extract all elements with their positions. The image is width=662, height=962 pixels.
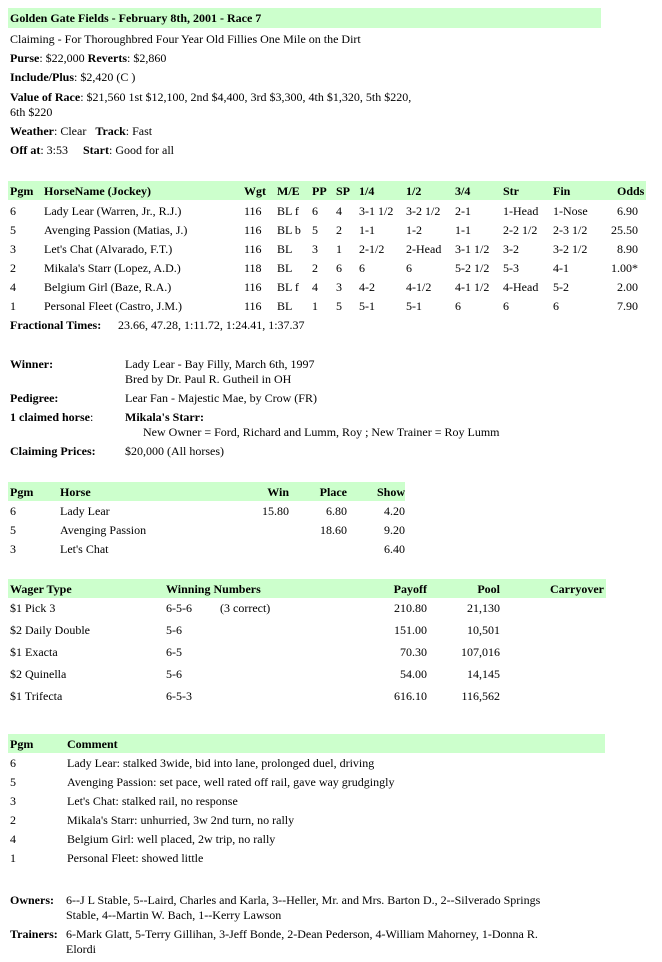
claiming-prices-label: Claiming Prices: xyxy=(10,444,96,458)
wagers-header-bar xyxy=(8,579,606,598)
col-wgt: Wgt xyxy=(244,184,266,198)
cell-pgm: 1 xyxy=(10,299,16,313)
cell-q2: 3-2 1/2 xyxy=(406,204,441,218)
cell-comment: Avenging Passion: set pace, well rated off rail, gave way grudgingly xyxy=(67,775,395,789)
cell-wgt: 116 xyxy=(244,223,262,237)
wager-col-pool: Pool xyxy=(477,582,500,596)
weather-value: : Clear xyxy=(54,124,87,138)
cell-numbers: 6-5-3 xyxy=(166,689,192,703)
trainers-line-2: Elordi xyxy=(66,942,96,956)
cell-q2: 2-Head xyxy=(406,242,442,256)
claimed-colon: : xyxy=(90,410,94,424)
cell-pgm: 3 xyxy=(10,542,16,556)
value-label: Value of Race xyxy=(10,90,81,104)
wager-col-payoff: Payoff xyxy=(393,582,427,596)
cell-horse: Personal Fleet (Castro, J.M.) xyxy=(44,299,182,313)
cell-odds: 7.90 xyxy=(617,299,638,313)
cell-fin: 1-Nose xyxy=(553,204,588,218)
off-label: Off at xyxy=(10,143,41,157)
cell-pgm: 1 xyxy=(10,851,16,865)
cell-pgm: 5 xyxy=(10,523,16,537)
cell-wgt: 116 xyxy=(244,299,262,313)
wager-col-numbers: Winning Numbers xyxy=(166,582,261,596)
cell-horse: Avenging Passion xyxy=(60,523,147,537)
include-value: : $2,420 (C ) xyxy=(74,70,136,84)
cell-q3: 3-1 1/2 xyxy=(455,242,490,256)
owners-line-1: 6--J L Stable, 5--Laird, Charles and Karla, 3--Heller, Mr. and Mrs. Barton D., 2--Silverado Springs xyxy=(66,893,541,907)
cell-pp: 5 xyxy=(312,223,318,237)
col-fin: Fin xyxy=(553,184,571,198)
cell-q3: 6 xyxy=(455,299,461,313)
value-value-1: : $21,560 1st $12,100, 2nd $4,400, 3rd $3,300, 4th $1,320, 5th $220, xyxy=(80,90,412,104)
cell-comment: Let's Chat: stalked rail, no response xyxy=(67,794,238,808)
cell-pool: 14,145 xyxy=(467,667,500,681)
pedigree-value: Lear Fan - Majestic Mae, by Crow (FR) xyxy=(125,391,317,405)
cell-sp: 2 xyxy=(336,223,342,237)
cell-me: BL xyxy=(277,299,293,313)
cell-odds: 25.50 xyxy=(611,223,638,237)
trainers-label: Trainers: xyxy=(10,927,58,941)
cell-pgm: 6 xyxy=(10,504,16,518)
winner-label: Winner: xyxy=(10,357,54,371)
claimed-detail: New Owner = Ford, Richard and Lumm, Roy ; New Trainer = Roy Lumm xyxy=(143,425,500,439)
fractional-line xyxy=(10,318,101,333)
track-label: Track xyxy=(95,124,126,138)
payout-col-show: Show xyxy=(376,485,405,499)
cell-fin: 4-1 xyxy=(553,261,569,275)
cell-pool: 10,501 xyxy=(467,623,500,637)
cell-pgm: 6 xyxy=(10,756,16,770)
cell-str: 2-2 1/2 xyxy=(503,223,538,237)
purse-label: Purse xyxy=(10,51,40,65)
cell-q1: 3-1 1/2 xyxy=(359,204,394,218)
cell-pool: 21,130 xyxy=(467,601,500,615)
cell-horse: Let's Chat xyxy=(60,542,109,556)
col-str: Str xyxy=(503,184,519,198)
cell-me: BL f xyxy=(277,280,299,294)
cell-numbers: 5-6 xyxy=(166,623,182,637)
cell-sp: 1 xyxy=(336,242,342,256)
col-horse: HorseName (Jockey) xyxy=(44,184,151,198)
cell-pp: 4 xyxy=(312,280,318,294)
cell-payoff: 210.80 xyxy=(394,601,427,615)
cell-q1: 5-1 xyxy=(359,299,375,313)
cell-odds: 2.00 xyxy=(617,280,638,294)
payout-col-pgm: Pgm xyxy=(10,485,34,499)
trainers-line-1: 6-Mark Glatt, 5-Terry Gillihan, 3-Jeff Bonde, 2-Dean Pederson, 4-William Mahorney, 1-Donna R. xyxy=(66,927,538,941)
cell-pgm: 5 xyxy=(10,775,16,789)
cell-payoff: 54.00 xyxy=(400,667,427,681)
purse-value: : $22,000 xyxy=(39,51,85,65)
pedigree-label: Pedigree: xyxy=(10,391,59,405)
cell-pgm: 2 xyxy=(10,813,16,827)
cell-numbers: 5-6 xyxy=(166,667,182,681)
cell-pgm: 5 xyxy=(10,223,16,237)
payout-col-win: Win xyxy=(267,485,289,499)
winner-line-2: Bred by Dr. Paul R. Gutheil in OH xyxy=(125,372,292,386)
cell-show: 4.20 xyxy=(384,504,405,518)
cell-wager-type: $2 Daily Double xyxy=(10,623,90,637)
cell-str: 4-Head xyxy=(503,280,539,294)
cell-str: 1-Head xyxy=(503,204,539,218)
col-pp: PP xyxy=(312,184,327,198)
cell-horse: Lady Lear xyxy=(60,504,110,518)
cell-horse: Avenging Passion (Matias, J.) xyxy=(44,223,188,237)
owners-line-2: Stable, 4--Martin W. Bach, 1--Kerry Lawson xyxy=(66,908,282,922)
cell-q2: 1-2 xyxy=(406,223,422,237)
claimed-label: 1 claimed horse xyxy=(10,410,90,424)
cell-fin: 2-3 1/2 xyxy=(553,223,588,237)
comment-col-comment: Comment xyxy=(67,737,118,751)
cell-me: BL f xyxy=(277,204,299,218)
value-line xyxy=(10,90,411,105)
owners-label: Owners: xyxy=(10,893,54,907)
cell-me: BL b xyxy=(277,223,301,237)
track-value: : Fast xyxy=(125,124,153,138)
cell-me: BL xyxy=(277,261,293,275)
cell-q3: 2-1 xyxy=(455,204,471,218)
cell-sp: 4 xyxy=(336,204,342,218)
off-line xyxy=(10,143,174,158)
cell-pp: 3 xyxy=(312,242,318,256)
cell-wgt: 116 xyxy=(244,242,262,256)
off-value: : 3:53 xyxy=(40,143,68,157)
cell-str: 6 xyxy=(503,299,509,313)
col-pgm: Pgm xyxy=(10,184,34,198)
cell-sp: 6 xyxy=(336,261,342,275)
purse-line xyxy=(10,51,166,66)
winner-line-1: Lady Lear - Bay Filly, March 6th, 1997 xyxy=(125,357,315,371)
wager-col-type: Wager Type xyxy=(10,582,72,596)
cell-payoff: 616.10 xyxy=(394,689,427,703)
cell-pgm: 3 xyxy=(10,242,16,256)
cell-q1: 1-1 xyxy=(359,223,375,237)
cell-odds: 8.90 xyxy=(617,242,638,256)
col-q2: 1/2 xyxy=(406,184,422,198)
cell-wgt: 118 xyxy=(244,261,262,275)
cell-comment: Mikala's Starr: unhurried, 3w 2nd turn, no rally xyxy=(67,813,295,827)
cell-odds: 6.90 xyxy=(617,204,638,218)
cell-pgm: 4 xyxy=(10,832,16,846)
cell-pool: 116,562 xyxy=(461,689,500,703)
cell-wager-type: $2 Quinella xyxy=(10,667,67,681)
cell-str: 5-3 xyxy=(503,261,519,275)
cell-place: 6.80 xyxy=(326,504,347,518)
cell-comment: Lady Lear: stalked 3wide, bid into lane, prolonged duel, driving xyxy=(67,756,375,770)
cell-pp: 2 xyxy=(312,261,318,275)
start-label: Start xyxy=(83,143,109,157)
race-title: Golden Gate Fields - February 8th, 2001 - Race 7 xyxy=(10,11,262,25)
cell-win: 15.80 xyxy=(262,504,289,518)
cell-q2: 4-1/2 xyxy=(406,280,432,294)
race-conditions: Claiming - For Thoroughbred Four Year Old Fillies One Mile on the Dirt xyxy=(10,32,361,46)
include-label: Include/Plus xyxy=(10,70,75,84)
cell-show: 6.40 xyxy=(384,542,405,556)
weather-label: Weather xyxy=(10,124,54,138)
cell-sp: 5 xyxy=(336,299,342,313)
cell-pgm: 4 xyxy=(10,280,16,294)
cell-str: 3-2 xyxy=(503,242,519,256)
cell-wgt: 116 xyxy=(244,280,262,294)
cell-pgm: 6 xyxy=(10,204,16,218)
cell-horse: Let's Chat (Alvarado, F.T.) xyxy=(44,242,173,256)
cell-q2: 5-1 xyxy=(406,299,422,313)
claimed-horse: Mikala's Starr: xyxy=(125,410,204,424)
cell-pp: 6 xyxy=(312,204,318,218)
comment-col-pgm: Pgm xyxy=(10,737,34,751)
col-sp: SP xyxy=(336,184,351,198)
cell-wager-type: $1 Trifecta xyxy=(10,689,63,703)
claiming-prices-value: $20,000 (All horses) xyxy=(125,444,224,458)
cell-numbers: 6-5-6 xyxy=(166,601,192,615)
cell-fin: 5-2 xyxy=(553,280,569,294)
wager-col-carryover: Carryover xyxy=(550,582,604,596)
reverts-label: Reverts xyxy=(87,51,127,65)
cell-numbers: 6-5 xyxy=(166,645,182,659)
cell-q1: 6 xyxy=(359,261,365,275)
cell-horse: Mikala's Starr (Lopez, A.D.) xyxy=(44,261,181,275)
include-line xyxy=(10,70,135,85)
cell-comment: Belgium Girl: well placed, 2w trip, no rally xyxy=(67,832,276,846)
col-q1: 1/4 xyxy=(359,184,375,198)
cell-fin: 3-2 1/2 xyxy=(553,242,588,256)
payout-col-horse: Horse xyxy=(60,485,91,499)
fractional-label: Fractional Times: xyxy=(10,318,102,332)
cell-fin: 6 xyxy=(553,299,559,313)
cell-horse: Lady Lear (Warren, Jr., R.J.) xyxy=(44,204,182,218)
cell-me: BL xyxy=(277,242,293,256)
cell-numbers-note: (3 correct) xyxy=(220,601,271,615)
cell-q3: 5-2 1/2 xyxy=(455,261,490,275)
cell-q3: 4-1 1/2 xyxy=(455,280,490,294)
cell-payoff: 151.00 xyxy=(394,623,427,637)
col-me: M/E xyxy=(277,184,300,198)
cell-comment: Personal Fleet: showed little xyxy=(67,851,204,865)
payout-col-place: Place xyxy=(319,485,347,499)
cell-pgm: 3 xyxy=(10,794,16,808)
cell-wager-type: $1 Exacta xyxy=(10,645,58,659)
col-q3: 3/4 xyxy=(455,184,471,198)
cell-sp: 3 xyxy=(336,280,342,294)
cell-pool: 107,016 xyxy=(461,645,500,659)
cell-wager-type: $1 Pick 3 xyxy=(10,601,56,615)
value-value-2: 6th $220 xyxy=(10,105,53,119)
claimed-line xyxy=(10,410,93,425)
cell-horse: Belgium Girl (Baze, R.A.) xyxy=(44,280,172,294)
cell-show: 9.20 xyxy=(384,523,405,537)
col-odds: Odds xyxy=(617,184,645,198)
reverts-value: : $2,860 xyxy=(126,51,167,65)
cell-pgm: 2 xyxy=(10,261,16,275)
cell-wgt: 116 xyxy=(244,204,262,218)
cell-pp: 1 xyxy=(312,299,318,313)
fractional-value: 23.66, 47.28, 1:11.72, 1:24.41, 1:37.37 xyxy=(118,318,305,332)
cell-odds: 1.00* xyxy=(611,261,638,275)
cell-q3: 1-1 xyxy=(455,223,471,237)
cell-q1: 2-1/2 xyxy=(359,242,385,256)
weather-line xyxy=(10,124,152,139)
start-value: : Good for all xyxy=(109,143,174,157)
cell-q2: 6 xyxy=(406,261,412,275)
cell-payoff: 70.30 xyxy=(400,645,427,659)
cell-place: 18.60 xyxy=(320,523,347,537)
cell-q1: 4-2 xyxy=(359,280,375,294)
